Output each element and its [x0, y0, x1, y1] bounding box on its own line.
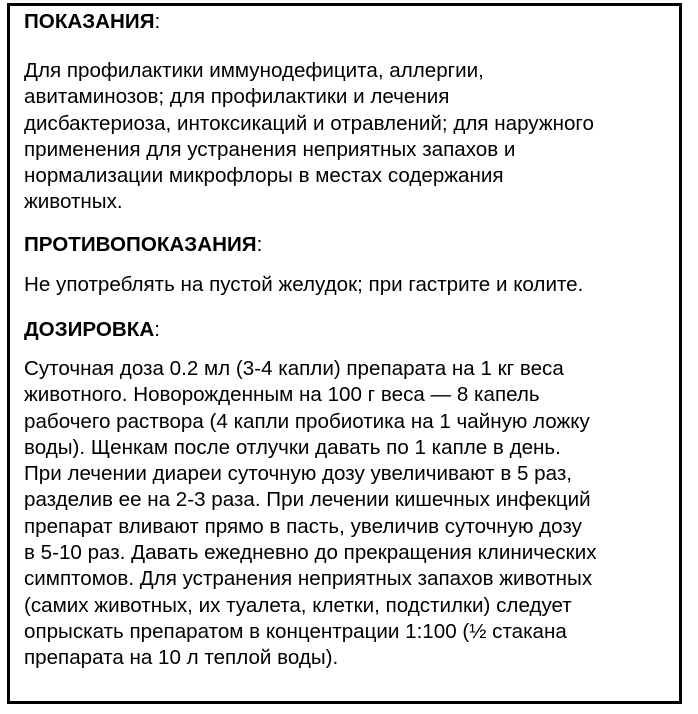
- section-text-indications: Для профилактики иммунодефицита, аллергии, авитаминозов; для профилактики и лечения дисбактериоза, интоксикаций и отравлений; для наружного применения для устранения неприятных запахов и нормализации микрофлоры в местах содержания животных.: [24, 59, 594, 214]
- heading-text: ДОЗИРОВКА: [24, 318, 155, 341]
- heading-colon: :: [256, 233, 263, 256]
- heading-colon: :: [154, 318, 160, 341]
- section-heading-contraindications: [24, 232, 262, 258]
- section-heading-dosage: [24, 317, 160, 343]
- heading-text: ПОКАЗАНИЯ: [24, 10, 155, 33]
- section-text-dosage: Суточная доза 0.2 мл (3-4 капли) препарата на 1 кг веса животного. Новорожденным на 100 г веса — 8 капель рабочего раствора (4 капли пробиотика на 1 чайную ложку воды). Щенкам после отлучки давать по 1 капле в день. При лечении диареи суточную дозу увеличивают в 5 раз, разделив ее на 2-3 раза. При лечении кишечных инфекций препарат вливают прямо в пасть, увеличив суточную дозу в 5-10 раз. Давать ежедневно до прекращения клинических симптомов. Для устранения неприятных запахов животных (самих животных, их туалета, клетки, подстилки) следует опрыскать препаратом в концентрации 1:100 (½ стакана препарата на 10 л теплой воды).: [24, 357, 597, 670]
- heading-colon: :: [154, 10, 161, 33]
- document-frame: [7, 3, 682, 704]
- section-text-contraindications: Не употреблять на пустой желудок; при гастрите и колите.: [24, 273, 584, 296]
- heading-text: ПРОТИВОПОКАЗАНИЯ: [24, 233, 257, 256]
- section-heading-indications: [24, 9, 160, 35]
